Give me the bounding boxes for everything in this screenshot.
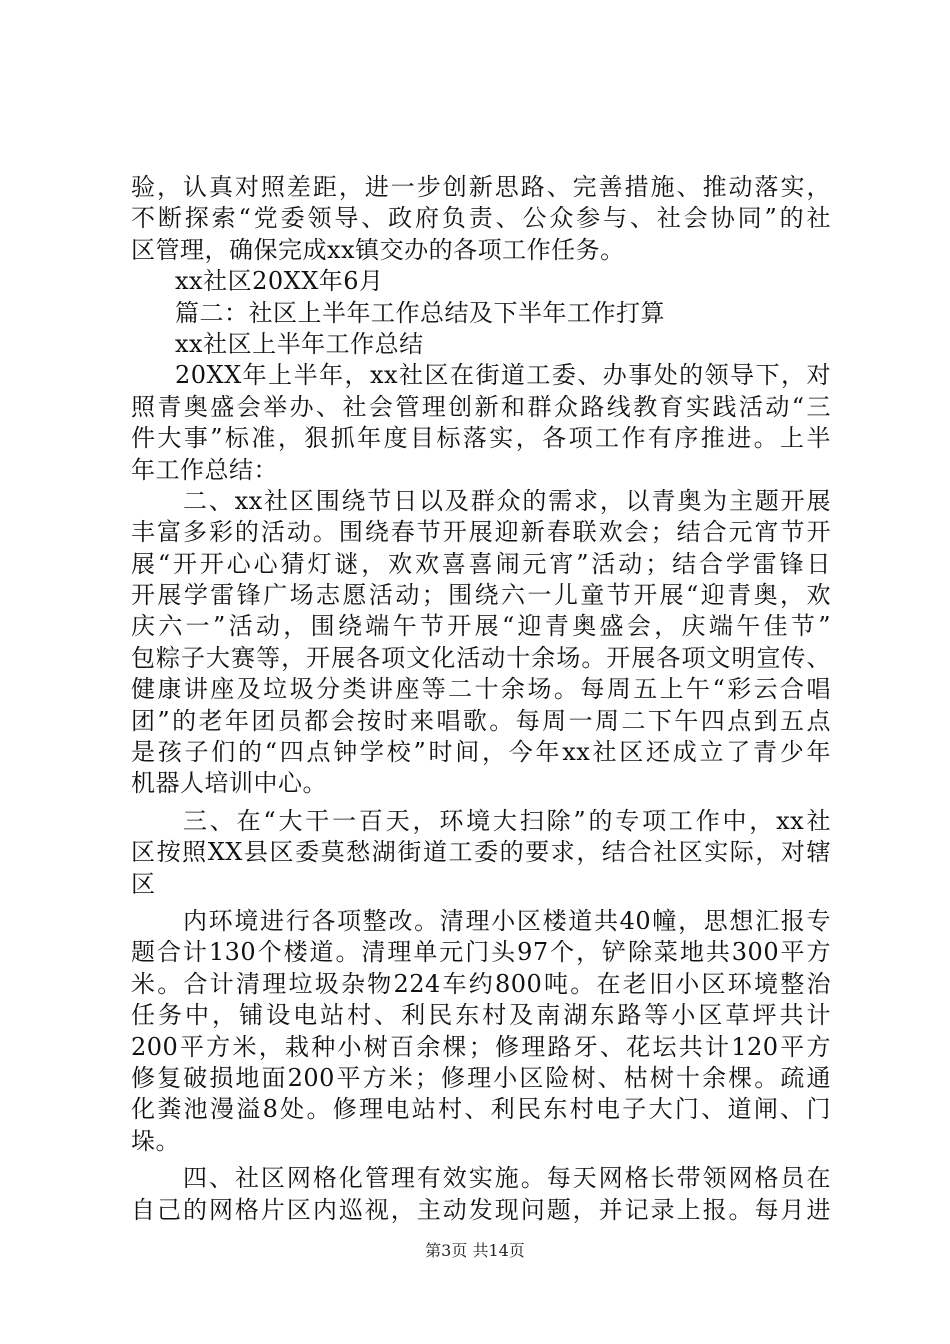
text-line: 团”的老年团员都会按时来唱歌。每周一周二下午四点到五点 bbox=[131, 706, 831, 735]
text-line: 机器人培训中心。 bbox=[131, 769, 327, 798]
text-line: 丰富多彩的活动。围绕春节开展迎新春联欢会；结合元宵节开 bbox=[131, 518, 831, 547]
text-line: 区 bbox=[131, 869, 156, 898]
section-heading: 篇二：社区上半年工作总结及下半年工作打算 bbox=[175, 298, 665, 327]
text-line: 是孩子们的“四点钟学校”时间，今年xx社区还成立了青少年 bbox=[131, 738, 831, 767]
page-number-footer: 第3页 共14页 bbox=[425, 1241, 525, 1260]
text-line: 包粽子大赛等，开展各项文化活动十余场。开展各项文明宣传、 bbox=[131, 643, 831, 672]
text-line: 展“开开心心猜灯谜，欢欢喜喜闹元宵”活动；结合学雷锋日 bbox=[131, 549, 831, 578]
document-body bbox=[131, 172, 831, 1226]
text-line: 二、xx社区围绕节日以及群众的需求，以青奥为主题开展 bbox=[183, 486, 831, 515]
text-line: 题合计130个楼道。清理单元门头97个，铲除菜地共300平方 bbox=[131, 938, 831, 967]
text-line: 开展学雷锋广场志愿活动；围绕六一儿童节开展“迎青奥，欢 bbox=[131, 581, 831, 610]
text-line: 20XX年上半年，xx社区在街道工委、办事处的领导下，对 bbox=[175, 361, 831, 390]
signature-date: xx社区20XX年6月 bbox=[175, 267, 384, 296]
text-line: 三、在“大干一百天，环境大扫除”的专项工作中，xx社 bbox=[183, 806, 831, 835]
text-line: 年工作总结： bbox=[131, 455, 278, 484]
text-line: 健康讲座及垃圾分类讲座等二十余场。每周五上午“彩云合唱 bbox=[131, 675, 831, 704]
text-line: 四、社区网格化管理有效实施。每天网格长带领网格员在 bbox=[183, 1164, 831, 1193]
text-line: 任务中，铺设电站村、利民东村及南湖东路等小区草坪共计 bbox=[131, 1001, 831, 1030]
text-line: 米。合计清理垃圾杂物224车约800吨。在老旧小区环境整治 bbox=[131, 969, 831, 998]
text-line: 化粪池漫溢8处。修理电站村、利民东村电子大门、道闸、门 bbox=[131, 1095, 831, 1124]
text-line: 区管理，确保完成xx镇交办的各项工作任务。 bbox=[131, 235, 625, 264]
text-line: 200平方米，栽种小树百余棵；修理路牙、花坛共计120平方 bbox=[131, 1032, 831, 1061]
text-line: 内环境进行各项整改。清理小区楼道共40幢，思想汇报专 bbox=[183, 906, 831, 935]
text-line: 垛。 bbox=[131, 1126, 180, 1155]
text-line: 验，认真对照差距，进一步创新思路、完善措施、推动落实， bbox=[131, 173, 831, 201]
section-subheading: xx社区上半年工作总结 bbox=[175, 329, 424, 358]
text-line: 庆六一”活动，围绕端午节开展“迎青奥盛会，庆端午佳节” bbox=[131, 612, 831, 641]
text-line: 自己的网格片区内巡视，主动发现问题，并记录上报。每月进 bbox=[131, 1195, 831, 1224]
text-line: 件大事”标准，狠抓年度目标落实，各项工作有序推进。上半 bbox=[131, 424, 831, 453]
text-line: 不断探索“党委领导、政府负责、公众参与、社会协同”的社 bbox=[131, 204, 831, 233]
text-line: 照青奥盛会举办、社会管理创新和群众路线教育实践活动“三 bbox=[131, 392, 831, 421]
text-line: 区按照XX县区委莫愁湖街道工委的要求，结合社区实际，对辖 bbox=[131, 838, 831, 867]
text-line: 修复破损地面200平方米；修理小区险树、枯树十余棵。疏通 bbox=[131, 1063, 831, 1092]
